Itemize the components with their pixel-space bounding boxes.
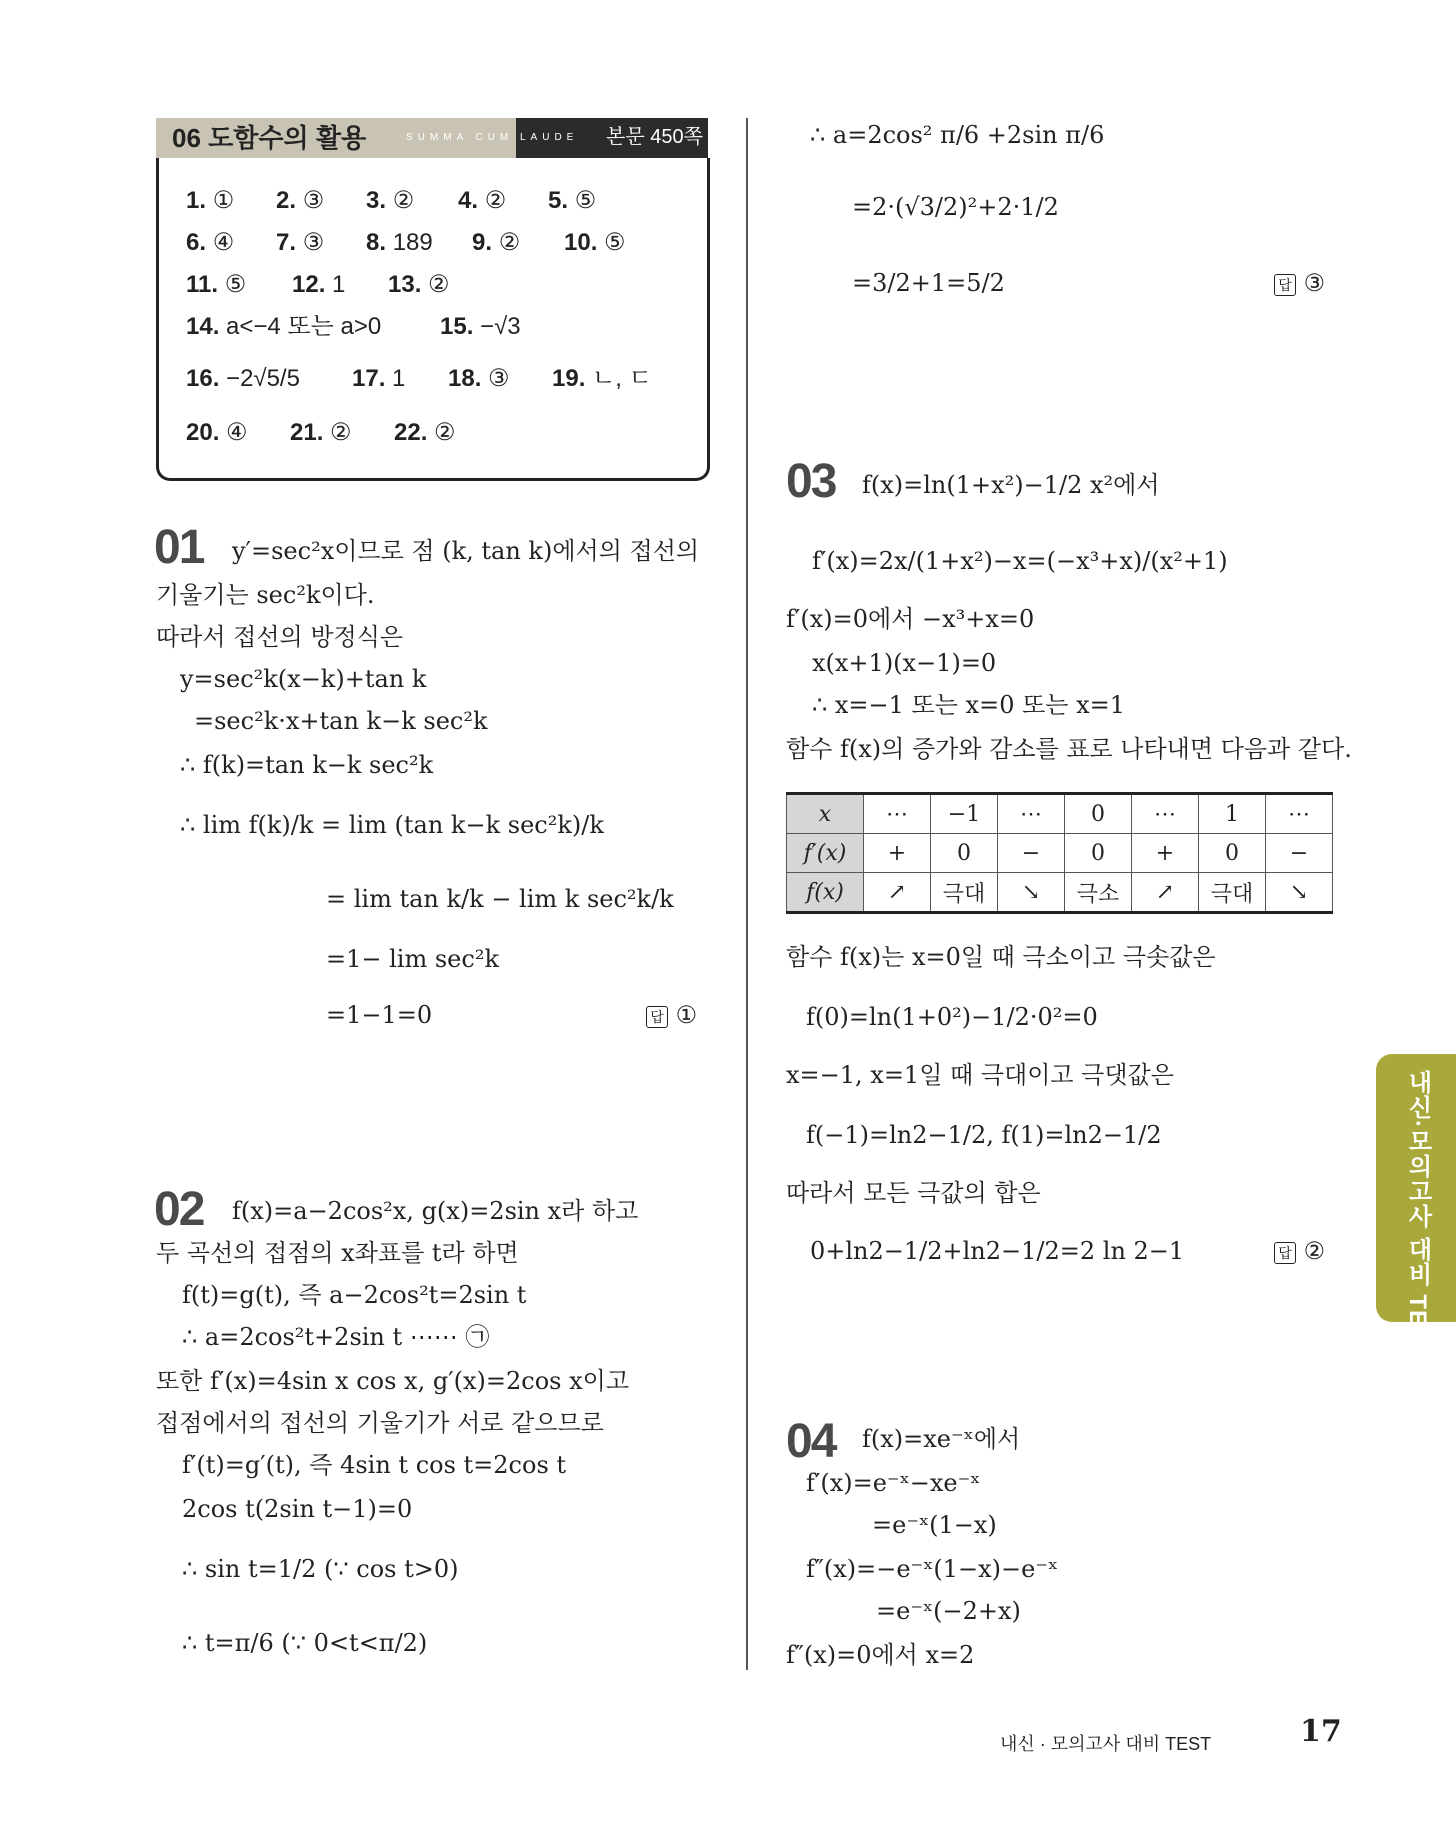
table-cell: ⋯	[1266, 794, 1333, 834]
solution-line: f″(x)=−e⁻ˣ(1−x)−e⁻ˣ	[806, 1555, 1059, 1583]
table-cell: 0	[931, 834, 998, 873]
solution-line: f(x)=ln(1+x²)−1/2 x²에서	[862, 471, 1160, 499]
table-cell: +	[1132, 834, 1199, 873]
table-cell: ↘	[998, 873, 1065, 913]
solution-line: 2cos t(2sin t−1)=0	[182, 1495, 413, 1523]
answer-item: 11. ⑤	[186, 271, 247, 298]
table-cell: +	[864, 834, 931, 873]
footer-label: 내신 · 모의고사 대비 TEST	[1000, 1734, 1212, 1754]
answer-item: 18. ③	[448, 365, 510, 392]
table-cell: −1	[931, 794, 998, 834]
solution-line: ∴ t=π/6 (∵ 0<t<π/2)	[182, 1629, 428, 1657]
solution-line: =3/2+1=5/2	[852, 269, 1005, 297]
solution-line: 함수 f(x)는 x=0일 때 극소이고 극솟값은	[786, 943, 1216, 971]
dap-icon: 답	[1274, 274, 1296, 296]
solution-line: =e⁻ˣ(1−x)	[872, 1511, 997, 1539]
table-cell: 0	[1065, 794, 1132, 834]
answer-item: 1. ①	[186, 187, 235, 214]
solution-line: y=sec²k(x−k)+tan k	[180, 665, 427, 693]
answer-item: 5. ⑤	[548, 187, 597, 214]
solution-line: =1−1=0	[326, 1001, 433, 1029]
solution-line: f′(x)=0에서 −x³+x=0	[786, 605, 1035, 633]
solution-line: f(0)=ln(1+0²)−1/2·0²=0	[806, 1003, 1098, 1031]
column-divider	[746, 118, 748, 1670]
solution-line: ∴ a=2cos²t+2sin t ⋯⋯ ㉠	[182, 1323, 490, 1351]
table-cell: x	[787, 794, 864, 834]
sign-chart-table	[786, 792, 1333, 914]
solution-line: ∴ x=−1 또는 x=0 또는 x=1	[812, 691, 1126, 719]
answer-item: 2. ③	[276, 187, 325, 214]
table-cell: ↗	[1132, 873, 1199, 913]
table-cell: ⋯	[998, 794, 1065, 834]
answer-item: 9. ②	[472, 229, 521, 256]
solution-line: f″(x)=0에서 x=2	[786, 1641, 975, 1669]
problem-number-01: 01	[154, 521, 204, 574]
table-cell: 0	[1199, 834, 1266, 873]
table-cell: −	[1266, 834, 1333, 873]
problem-number-03: 03	[786, 455, 836, 508]
solution-line: f′(x)=2x/(1+x²)−x=(−x³+x)/(x²+1)	[812, 547, 1228, 575]
solution-line: =sec²k·x+tan k−k sec²k	[194, 707, 488, 735]
final-answer: ①	[675, 1001, 698, 1029]
table-cell: ⋯	[864, 794, 931, 834]
answer-item: 12. 1	[292, 271, 346, 298]
answer-item: 22. ②	[394, 419, 456, 446]
solution-line: ∴ f(k)=tan k−k sec²k	[180, 751, 434, 779]
section-title: 06 도함수의 활용	[172, 123, 367, 153]
problem-number-02: 02	[154, 1183, 204, 1236]
solution-line: ∴ a=2cos² π/6 +2sin π/6	[810, 121, 1105, 149]
chapter-side-tab-label: 내신·모의고사 대비 TEST	[1404, 1070, 1431, 1360]
solution-line: f(t)=g(t), 즉 a−2cos²t=2sin t	[182, 1281, 527, 1309]
page-number: 17	[1300, 1714, 1342, 1749]
table-cell: 0	[1065, 834, 1132, 873]
dap-icon: 답	[1274, 1242, 1296, 1264]
solution-line: 또한 f′(x)=4sin x cos x, g′(x)=2cos x이고	[156, 1367, 630, 1395]
answer-marker	[646, 1000, 697, 1030]
answer-marker	[1274, 1236, 1325, 1266]
answer-item: 16. −2√5/5	[186, 365, 300, 392]
solution-line: 따라서 모든 극값의 합은	[786, 1179, 1041, 1207]
table-cell: ↗	[864, 873, 931, 913]
table-row	[787, 794, 1333, 834]
table-cell: f(x)	[787, 873, 864, 913]
table-cell: 1	[1199, 794, 1266, 834]
answer-item: 7. ③	[276, 229, 325, 256]
solution-line: x(x+1)(x−1)=0	[812, 649, 997, 677]
table-cell: ⋯	[1132, 794, 1199, 834]
solution-line: f(x)=a−2cos²x, g(x)=2sin x라 하고	[232, 1197, 639, 1225]
problem-number-04: 04	[786, 1415, 836, 1468]
answer-item: 3. ②	[366, 187, 415, 214]
answer-item: 13. ②	[388, 271, 450, 298]
table-row	[787, 873, 1333, 913]
table-cell: f′(x)	[787, 834, 864, 873]
laude-label: LAUDE	[520, 132, 579, 143]
summa-label: SUMMA CUM	[406, 132, 514, 143]
solution-line: f′(t)=g′(t), 즉 4sin t cos t=2cos t	[182, 1451, 567, 1479]
answer-item: 19. ㄴ, ㄷ	[552, 365, 652, 392]
table-cell: −	[998, 834, 1065, 873]
solution-line: = lim tan k/k − lim k sec²k/k	[326, 885, 674, 913]
solution-line: =1− lim sec²k	[326, 945, 499, 973]
solution-line: 두 곡선의 접점의 x좌표를 t라 하면	[156, 1239, 519, 1267]
solution-line: 따라서 접선의 방정식은	[156, 623, 404, 651]
answer-item: 20. ④	[186, 419, 248, 446]
answer-item: 15. −√3	[440, 313, 521, 340]
answer-item: 21. ②	[290, 419, 352, 446]
table-cell: 극소	[1065, 873, 1132, 913]
answer-item: 17. 1	[352, 365, 406, 392]
solution-line: =e⁻ˣ(−2+x)	[876, 1597, 1021, 1625]
answer-item: 4. ②	[458, 187, 507, 214]
solution-line: x=−1, x=1일 때 극대이고 극댓값은	[786, 1061, 1174, 1089]
answer-item: 10. ⑤	[564, 229, 626, 256]
solution-line: f(−1)=ln2−1/2, f(1)=ln2−1/2	[806, 1121, 1162, 1149]
final-answer: ②	[1303, 1237, 1326, 1265]
solution-line: 접점에서의 접선의 기울기가 서로 같으므로	[156, 1409, 604, 1437]
solution-line: f(x)=xe⁻ˣ에서	[862, 1425, 1021, 1453]
table-row	[787, 834, 1333, 873]
solution-line: ∴ lim f(k)/k = lim (tan k−k sec²k)/k	[180, 811, 604, 839]
solution-line: 함수 f(x)의 증가와 감소를 표로 나타내면 다음과 같다.	[786, 735, 1352, 763]
table-cell: 극대	[1199, 873, 1266, 913]
dap-icon: 답	[646, 1006, 668, 1028]
solution-line: ∴ sin t=1/2 (∵ cos t>0)	[182, 1555, 459, 1583]
answer-item: 14. a<−4 또는 a>0	[186, 313, 382, 340]
answer-marker	[1274, 268, 1325, 298]
solution-line: 기울기는 sec²k이다.	[156, 581, 375, 609]
solution-line: f′(x)=e⁻ˣ−xe⁻ˣ	[806, 1469, 981, 1497]
solution-line: y′=sec²x이므로 점 (k, tan k)에서의 접선의	[232, 537, 700, 565]
table-cell: ↘	[1266, 873, 1333, 913]
table-cell: 극대	[931, 873, 998, 913]
solution-line: =2·(√3/2)²+2·1/2	[852, 193, 1059, 221]
answer-item: 6. ④	[186, 229, 235, 256]
final-answer: ③	[1303, 269, 1326, 297]
solution-line: 0+ln2−1/2+ln2−1/2=2 ln 2−1	[810, 1237, 1185, 1265]
page-reference: 본문 450쪽	[606, 126, 703, 148]
answer-item: 8. 189	[366, 229, 433, 256]
